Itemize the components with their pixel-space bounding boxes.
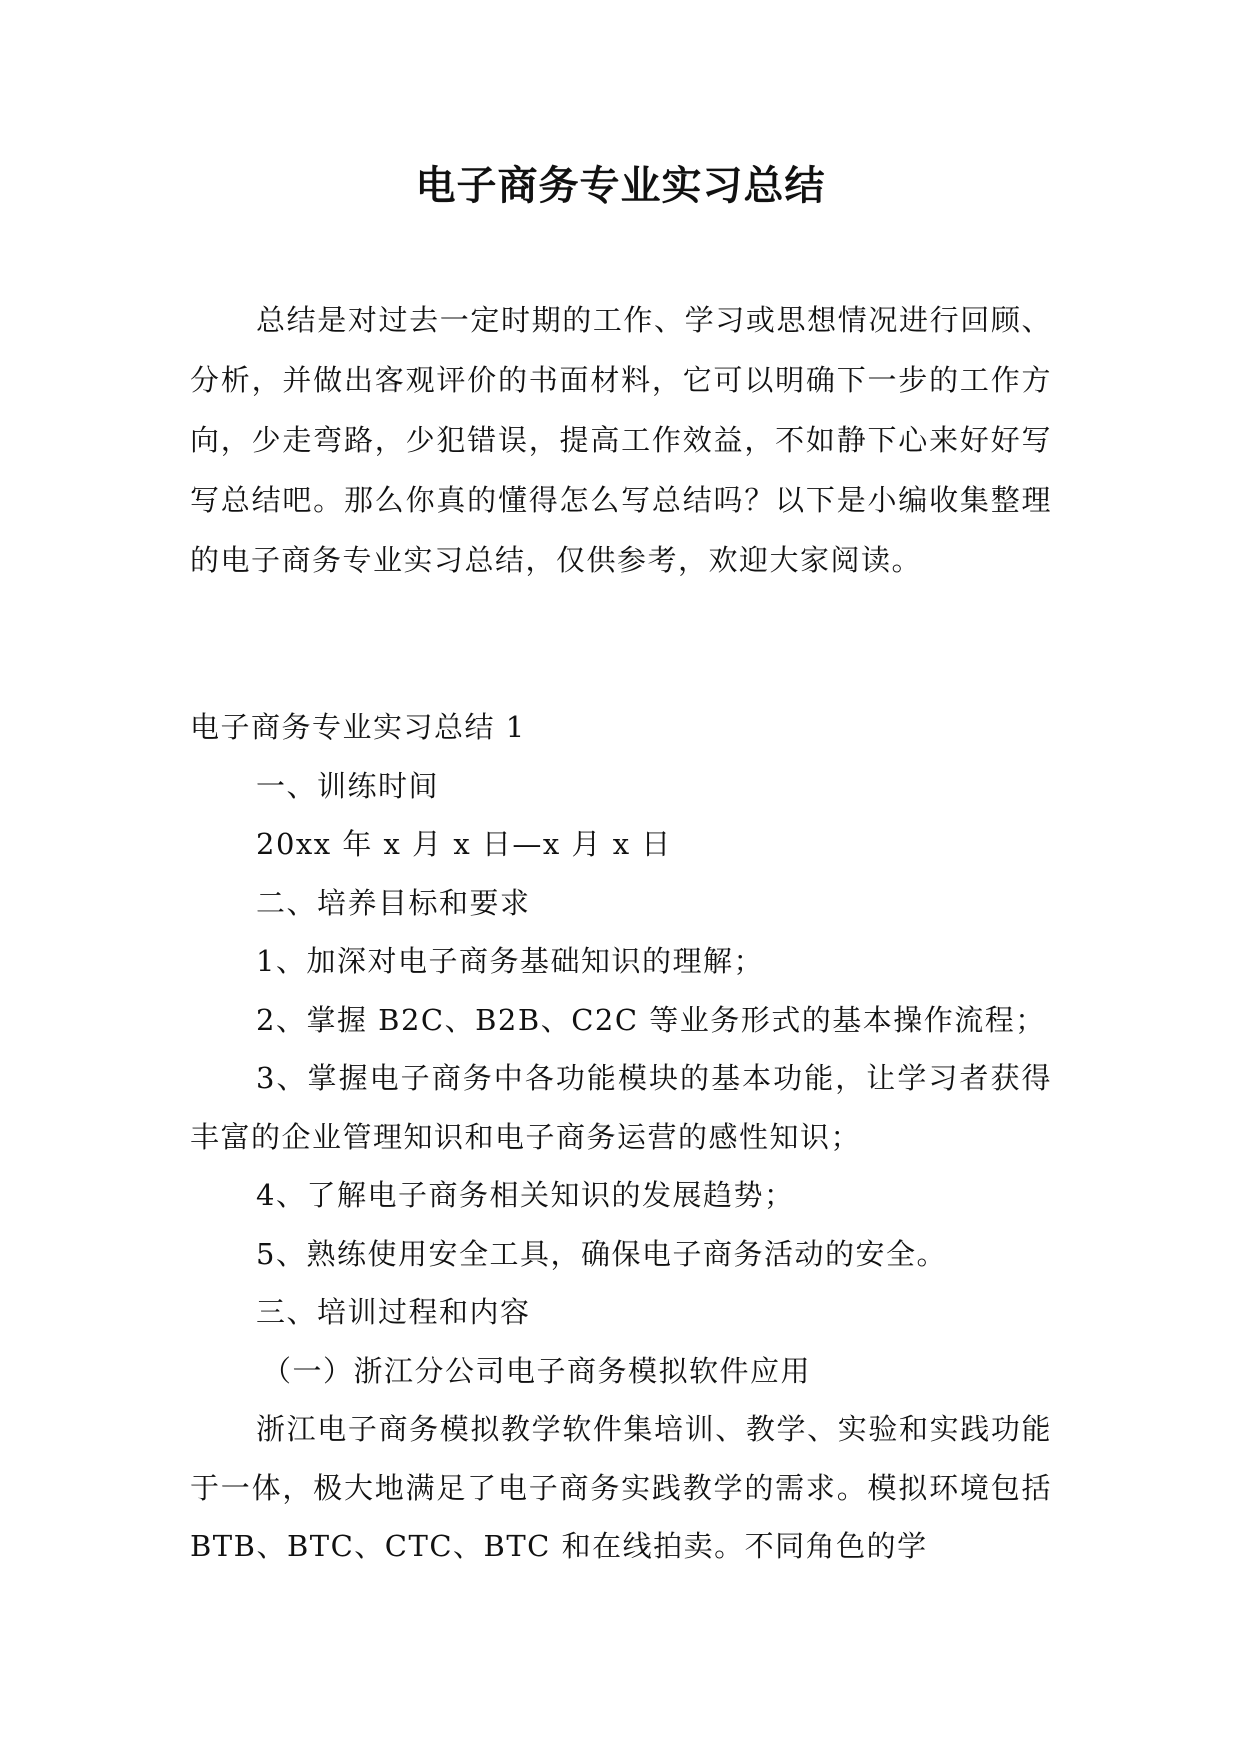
heading-training-time: 一、训练时间	[256, 768, 440, 803]
intro-paragraph: 总结是对过去一定时期的工作、学习或思想情况进行回顾、分析，并做出客观评价的书面材料，它可以明确下一步的工作方向，少走弯路，少犯错误，提高工作效益，不如静下心来好好写写总结吧。那么你真的懂得怎么写总结吗？以下是小编收集整理的电子商务专业实习总结，仅供参考，欢迎大家阅读。	[190, 303, 1052, 577]
goal-item-3: 3、掌握电子商务中各功能模块的基本功能，让学习者获得丰富的企业管理知识和电子商务运营的感性知识；	[190, 1061, 1052, 1154]
software-paragraph: 浙江电子商务模拟教学软件集培训、教学、实验和实践功能于一体，极大地满足了电子商务实践教学的需求。模拟环境包括 BTB、BTC、CTC、BTC 和在线拍卖。不同角色的学	[190, 1412, 1052, 1563]
section-heading: 电子商务专业实习总结 1	[190, 710, 526, 744]
training-date-range: 20xx 年 x 月 x 日—x 月 x 日	[256, 827, 672, 861]
goal-item-2: 2、掌握 B2C、B2B、C2C 等业务形式的基本操作流程；	[256, 1002, 1046, 1037]
subheading-software: （一）浙江分公司电子商务模拟软件应用	[262, 1353, 812, 1388]
goal-item-4: 4、了解电子商务相关知识的发展趋势；	[256, 1178, 795, 1212]
section-content	[190, 698, 1052, 1576]
document-title: 电子商务专业实习总结	[415, 163, 826, 209]
goal-item-5: 5、熟练使用安全工具，确保电子商务活动的安全。	[256, 1236, 947, 1271]
heading-goals: 二、培养目标和要求	[256, 885, 531, 920]
goal-item-1: 1、加深对电子商务基础知识的理解；	[256, 944, 764, 978]
heading-process: 三、培训过程和内容	[256, 1295, 531, 1329]
